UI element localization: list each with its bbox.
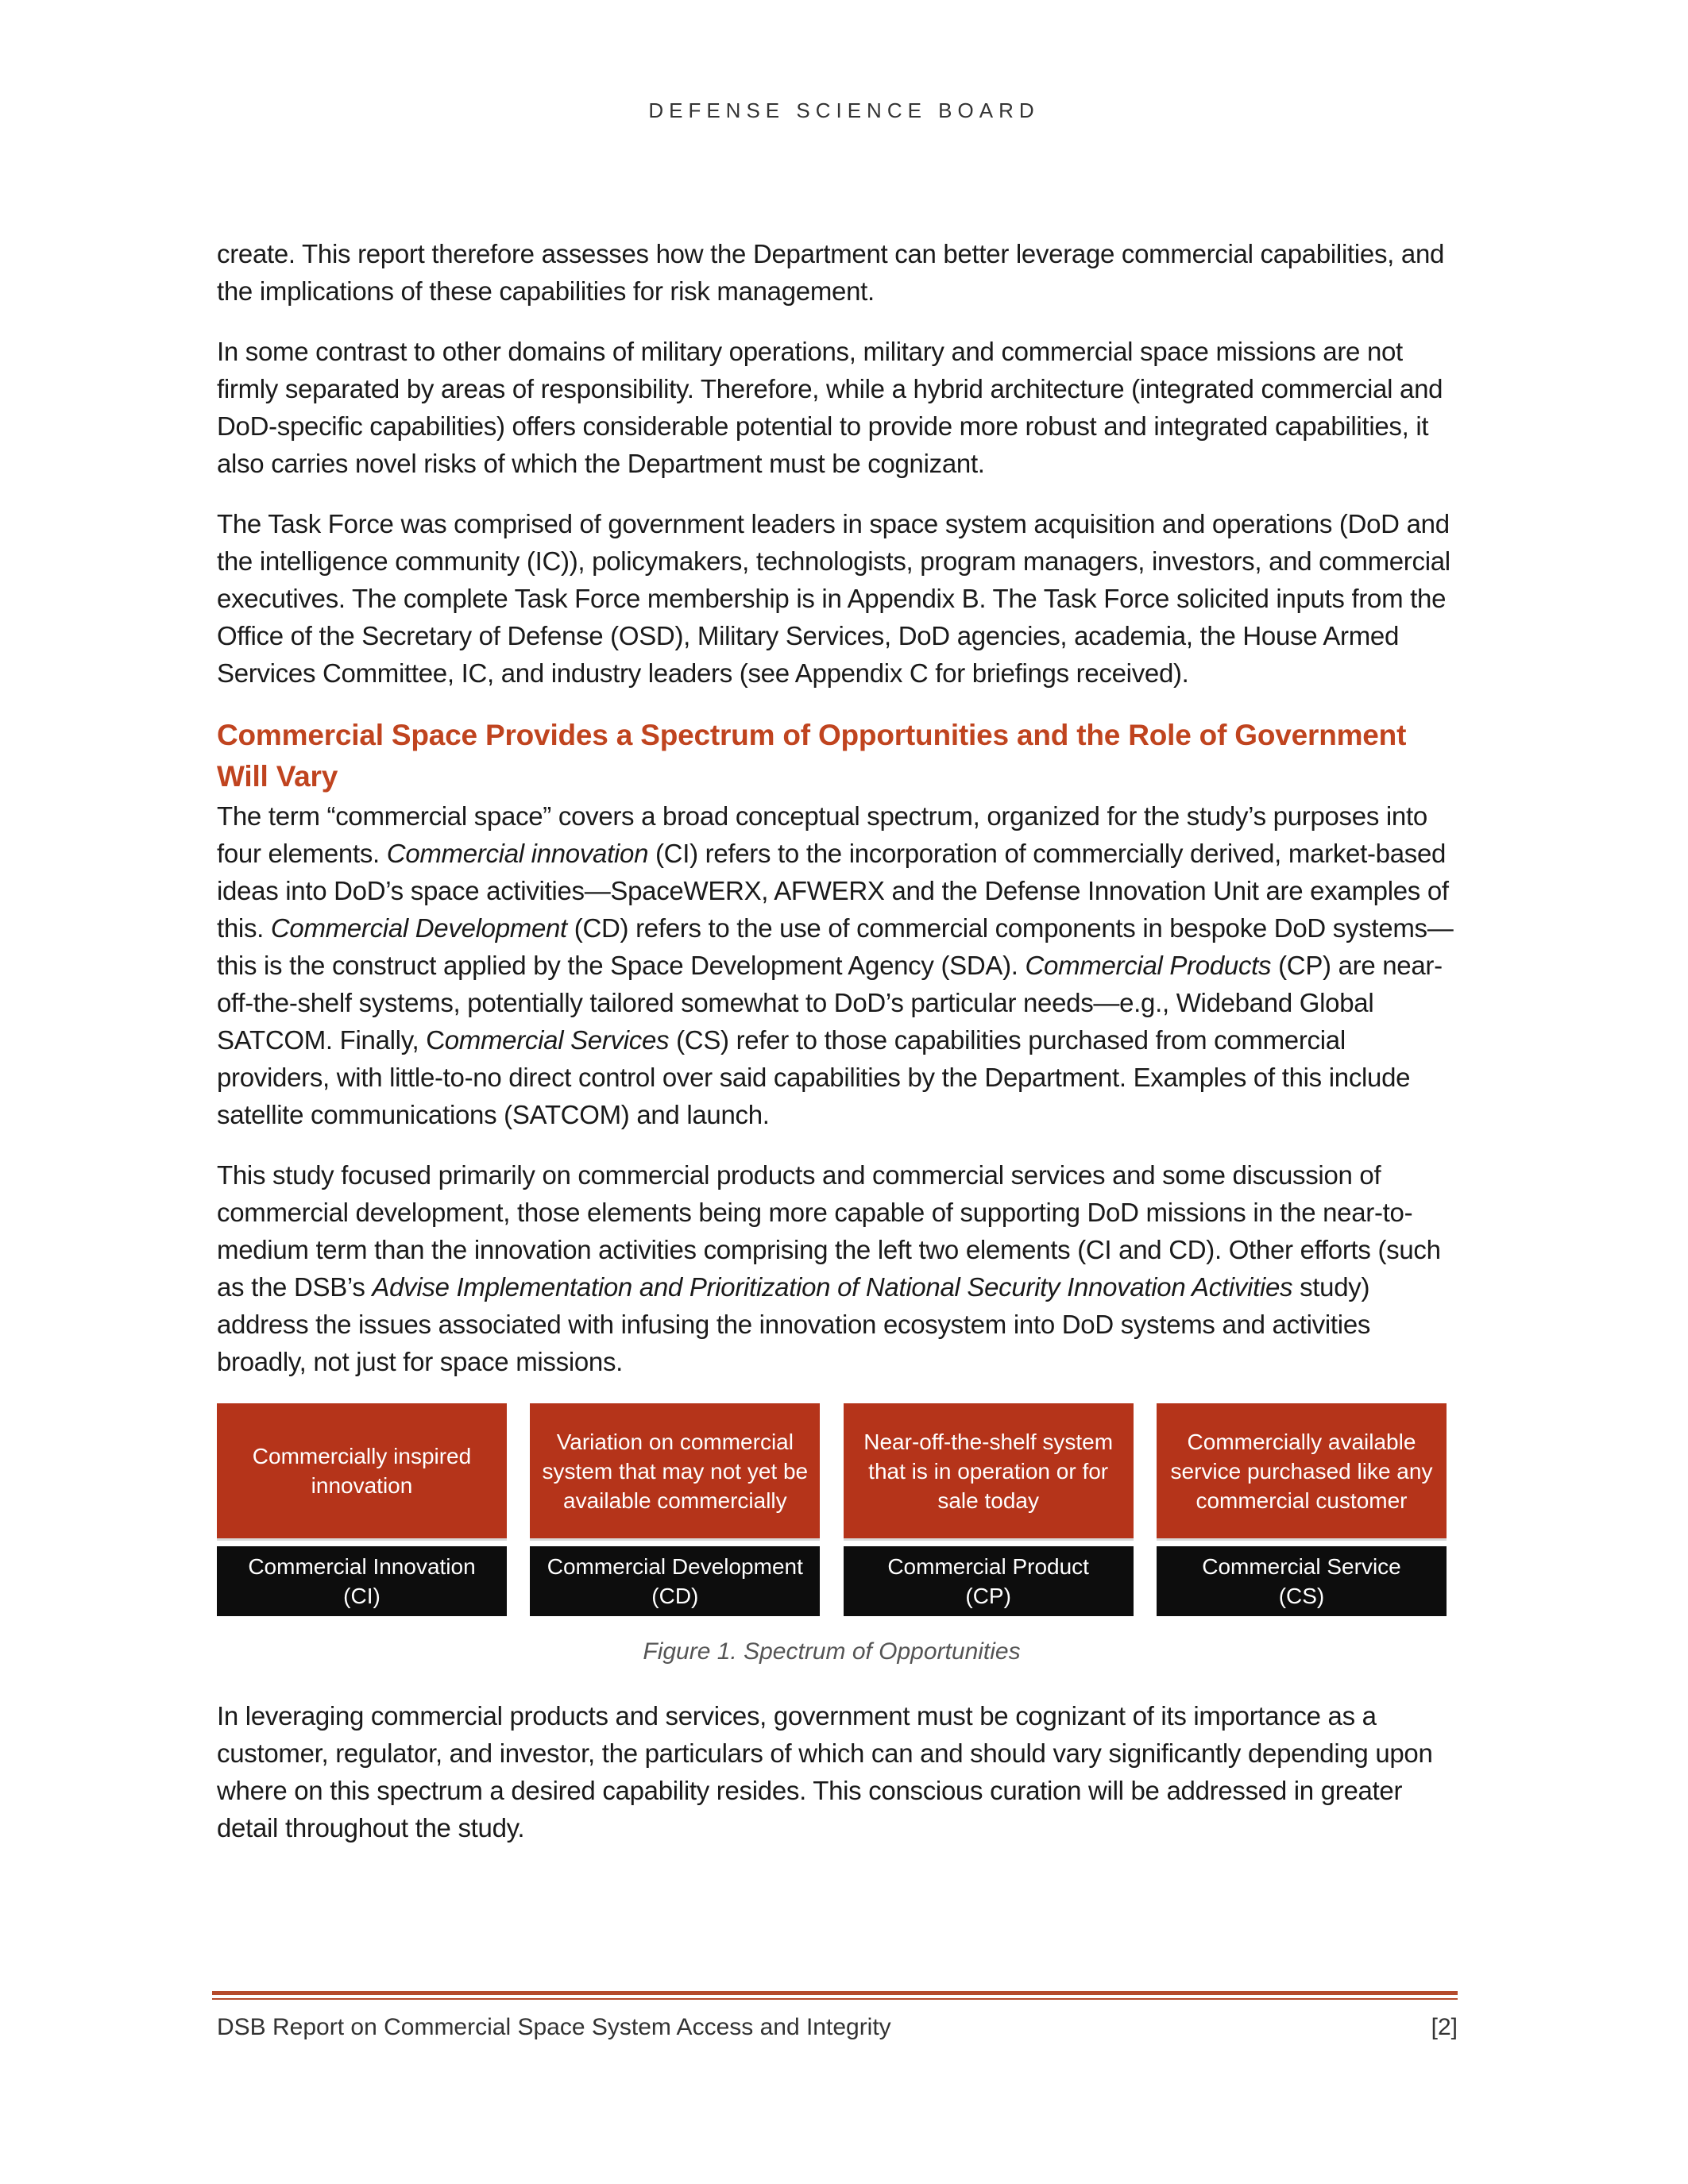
intro-section	[217, 235, 1458, 692]
spectrum-column	[530, 1403, 820, 1616]
text-run: (CD) refers to the use of commercial components in bespoke DoD systems— this is the construct applied by the Space Development Agency (SDA).	[217, 913, 1454, 980]
text-run: In some contrast to other domains of military operations, military and commercial space missions are not firmly separated by areas of responsibility. Therefore, while a hybrid architecture (integrated commercial and DoD-specific capabilities) offers considerable potential to provide more robust and integrated capabilities, it also carries novel risks of which the Department must be cognizant.	[217, 337, 1443, 478]
column-abbreviation: (CD)	[651, 1584, 699, 1608]
closing-section	[217, 1697, 1458, 1846]
footer-rule-thin	[212, 1998, 1458, 2000]
paragraph	[217, 333, 1458, 482]
section-body	[217, 797, 1458, 1380]
spectrum-column	[1157, 1403, 1447, 1616]
spectrum-column	[217, 1403, 507, 1616]
column-name: Commercial Product	[887, 1554, 1089, 1579]
paragraph	[217, 797, 1458, 1133]
footer-title: DSB Report on Commercial Space System Access and Integrity	[217, 2014, 891, 2040]
running-header: DEFENSE SCIENCE BOARD	[648, 98, 1040, 122]
paragraph	[217, 235, 1458, 310]
column-description: Variation on commercial system that may not yet be available commercially	[530, 1403, 820, 1541]
column-label	[844, 1546, 1134, 1616]
paragraph	[217, 1697, 1458, 1846]
figure-caption: Figure 1. Spectrum of Opportunities	[643, 1638, 1021, 1665]
column-abbreviation: (CS)	[1278, 1584, 1325, 1608]
page-number: [2]	[1431, 2014, 1458, 2040]
text-run: The Task Force was comprised of government leaders in space system acquisition and operations (DoD and the intelligence community (IC)), policymakers, technologists, program managers, investors, and commercial executives. The complete Task Force membership is in Appendix B. The Task Force solicited inputs from the Office of the Secretary of Defense (OSD), Military Services, DoD agencies, academia, the House Armed Services Committee, IC, and industry leaders (see Appendix C for briefings received).	[217, 509, 1450, 688]
paragraph	[217, 505, 1458, 692]
italic-term: Commercial innovation	[386, 839, 649, 868]
column-name: Commercial Development	[547, 1554, 803, 1579]
column-label	[217, 1546, 507, 1616]
italic-term: Advise Implementation and Prioritization of National Security Innovation Activities	[372, 1272, 1293, 1302]
italic-term: Commercial Development	[270, 913, 567, 943]
column-label	[530, 1546, 820, 1616]
italic-term: Commercial Products	[1025, 951, 1272, 980]
text-run: (CP) are near-off-the-shelf systems, potentially tailored somewhat to DoD’s particular needs—e.g., Wideband Global SATCOM. Finally, C	[217, 951, 1443, 1055]
text-run: (CS) refer to those capabilities purchased from commercial providers, with little-to-no direct control over said capabilities by the Department. Examples of this include satellite communications (SATCOM) and launch.	[217, 1025, 1411, 1129]
text-run: This study focused primarily on commercial products and commercial services and some discussion of commercial development, those elements being more capable of supporting DoD missions in the near-to-medium term than the innovation activities comprising the left two elements (CI and CD). Other efforts (such as the DSB’s	[217, 1160, 1441, 1302]
text-run: create. This report therefore assesses how the Department can better leverage commercial capabilities, and the implications of these capabilities for risk management.	[217, 239, 1445, 306]
text-run: study) address the issues associated with infusing the innovation ecosystem into DoD systems and activities broadly, not just for space missions.	[217, 1272, 1371, 1376]
section-heading: Commercial Space Provides a Spectrum of Opportunities and the Role of Government Will Vary	[217, 719, 1407, 793]
column-abbreviation: (CP)	[965, 1584, 1011, 1608]
text-run: In leveraging commercial products and services, government must be cognizant of its importance as a customer, regulator, and investor, the particulars of which can and should vary significantly depending upon where on this spectrum a desired capability resides. This conscious curation will be addressed in greater detail throughout the study.	[217, 1701, 1433, 1843]
column-abbreviation: (CI)	[343, 1584, 380, 1608]
spectrum-figure	[217, 1403, 1447, 1616]
column-name: Commercial Service	[1202, 1554, 1401, 1579]
text-run: The term “commercial space” covers a broad conceptual spectrum, organized for the study’s purposes into four elements.	[217, 801, 1427, 868]
footer	[217, 2014, 1458, 2041]
column-name: Commercial Innovation	[248, 1554, 476, 1579]
column-description: Commercially available service purchased like any commercial customer	[1157, 1403, 1447, 1541]
page-content	[217, 235, 1458, 1870]
text-run: (CI) refers to the incorporation of commercially derived, market-based ideas into DoD’s space activities—SpaceWERX, AFWERX and the Defense Innovation Unit are examples of this.	[217, 839, 1449, 943]
paragraph	[217, 1156, 1458, 1380]
italic-term: ommercial Services	[444, 1025, 670, 1055]
spectrum-column	[844, 1403, 1134, 1616]
column-description: Commercially inspired innovation	[217, 1403, 507, 1541]
column-label	[1157, 1546, 1447, 1616]
footer-rule-thick	[212, 1991, 1458, 1995]
column-description: Near-off-the-shelf system that is in operation or for sale today	[844, 1403, 1134, 1541]
